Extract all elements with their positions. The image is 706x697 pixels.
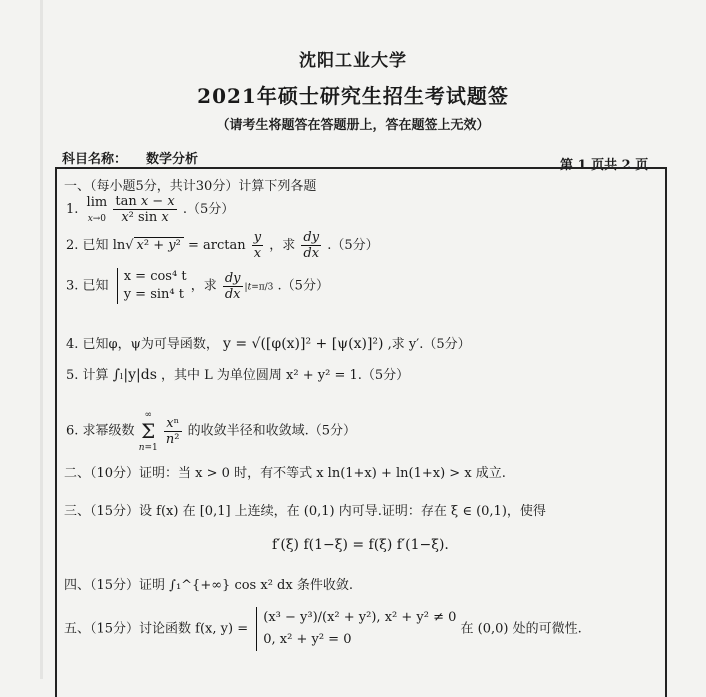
q4-tail: ,求 y′.（5分） [387, 337, 471, 352]
subject-name: 数学分析 [146, 152, 199, 167]
q3-tail: .（5分） [277, 278, 329, 294]
section-3-formula: f′(ξ) f(1−ξ) = f(ξ) f′(1−ξ). [272, 537, 449, 553]
question-5 [66, 364, 409, 383]
question-3: 3. 已知 x = cos⁴ t y = sin⁴ t ，求 $\frac{dy}{dx}$ |t=π/3 .（5分） [66, 269, 329, 302]
q4-text: 已知φ，ψ为可导函数， [82, 337, 219, 352]
q3-prefix: 已知 [82, 278, 109, 294]
q1-limit: lim x→0 [86, 194, 108, 224]
university-name: 沈阳工业大学 [299, 51, 407, 71]
question-1 [66, 194, 234, 225]
q5-prefix: 计算 [82, 368, 109, 383]
q5-tail: ，其中 L 为单位圆周 x² + y² = 1.（5分） [161, 368, 410, 383]
question-6 [66, 408, 356, 454]
section-4: 四、（15分）证明 ∫₁^{+∞} cos x² dx 条件收敛. [64, 578, 353, 593]
q4-number: 4. [66, 337, 79, 352]
q1-fraction: $\frac{\text{tan x − x}}{\text{x² sin x}}$ [115, 194, 175, 225]
q2-ln-sqrt: ln√ x² + y² [113, 238, 184, 253]
q6-sigma: ∞ Σ n=1 [138, 410, 158, 453]
question-2 [66, 230, 379, 261]
s5-piecewise [256, 607, 456, 651]
section-2: 二、（10分）证明：当 x > 0 时，有不等式 x ln(1+x) + ln(1+x) > x 成立. [64, 466, 506, 481]
q6-prefix: 求幂级数 [82, 423, 135, 439]
exam-note: （请考生将题答在答题册上，答在题签上无效） [216, 118, 490, 133]
q1-number: 1. [66, 202, 79, 217]
q2-derivative: $\frac{dy}{dx}$ [303, 230, 320, 261]
section-5 [64, 607, 582, 651]
q2-arctan: = arctan [187, 238, 246, 253]
q6-tail: 的收敛半径和收敛域.（5分） [187, 423, 357, 439]
question-4 [66, 333, 471, 352]
q3-ask: ，求 [190, 278, 217, 294]
s5-case-1: (x³ − y³)/(x² + y²), x² + y² ≠ 0 [263, 610, 457, 625]
q5-number: 5. [66, 368, 79, 383]
q3-case-1: x = cos⁴ t [123, 269, 187, 284]
s5-tail: 在 (0,0) 处的可微性. [460, 621, 582, 637]
q2-number: 2. [66, 238, 79, 253]
subject-label: 科目名称： [62, 152, 128, 167]
q5-integral: ∫ₗ|y|ds [112, 367, 157, 383]
section-1-heading: 一、（每小题5分，共计30分）计算下列各题 [64, 179, 317, 194]
s5-prefix: 五、（15分）讨论函数 f(x, y) = [64, 621, 249, 637]
q3-case-2: y = sin⁴ t [123, 287, 184, 302]
q4-expression: y = √([φ(x)]² + [ψ(x)]²) [223, 336, 384, 352]
q2-tail: .（5分） [327, 238, 379, 253]
q1-tail: .（5分） [182, 202, 235, 217]
q6-fraction: $\frac{\text{xⁿ}}{\text{n²}}$ [165, 415, 180, 447]
exam-title: 2021年硕士研究生招生考试题签 [197, 84, 509, 108]
q3-derivative: $\frac{dy}{dx}$ [224, 270, 241, 302]
q2-prefix: 已知 [82, 238, 109, 253]
q3-number: 3. [66, 278, 79, 294]
q6-number: 6. [66, 423, 79, 439]
q2-ask: ，求 [269, 238, 296, 253]
section-3: 三、（15分）设 f(x) 在 [0,1] 上连续，在 (0,1) 内可导.证明：存在 ξ ∈ (0,1)，使得 [64, 504, 546, 519]
page-info: 第 1 页共 2 页 [560, 158, 649, 173]
q2-arctan-fraction: $\frac{y}{x}$ [253, 230, 262, 261]
s5-case-2: 0, x² + y² = 0 [263, 632, 352, 647]
q3-param-system [117, 268, 187, 304]
